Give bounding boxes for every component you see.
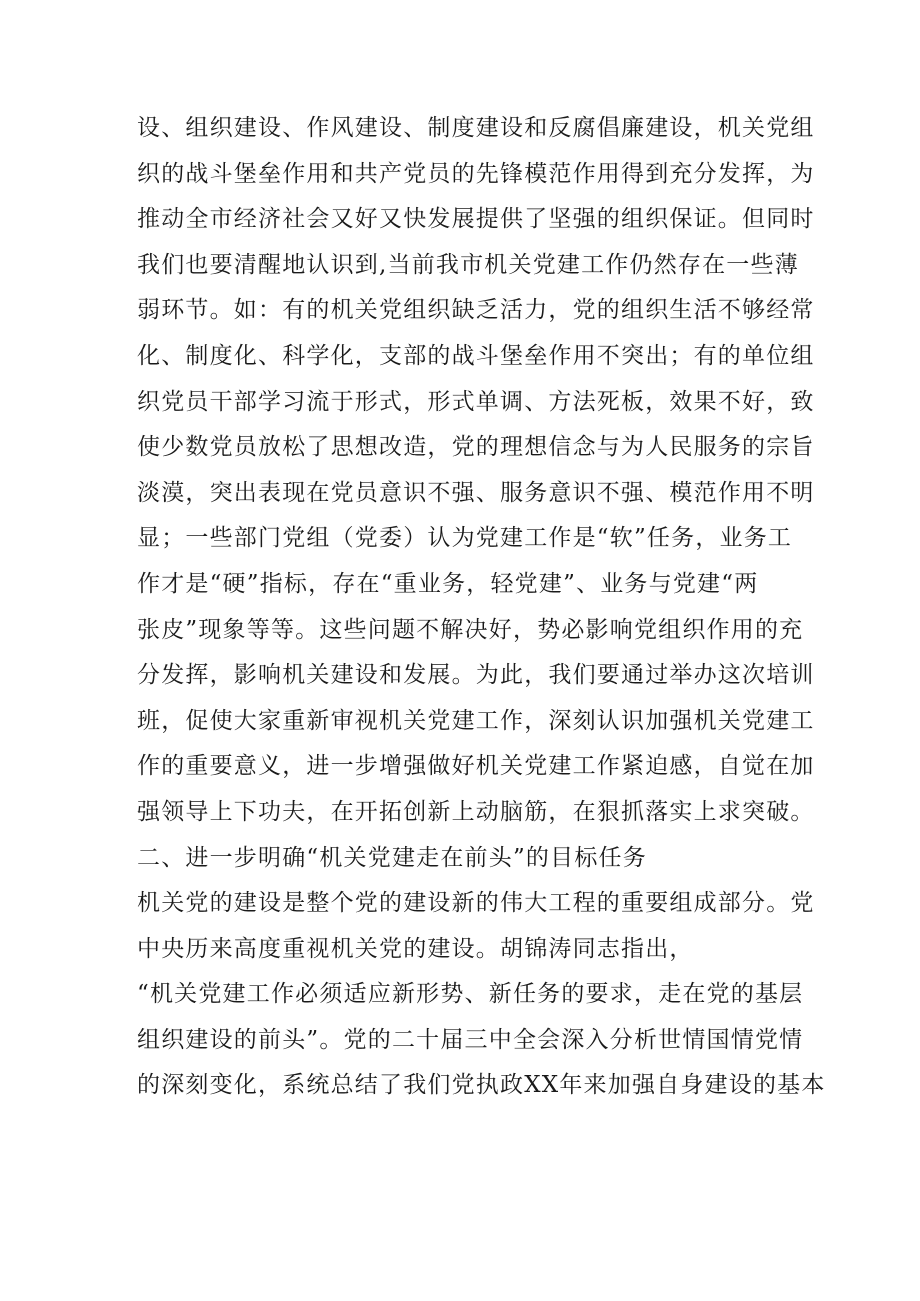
text-line: 的深刻变化，系统总结了我们党执政XX年来加强自身建设的基本 xyxy=(137,1072,826,1099)
section-heading: 二、进一步明确“机关党建走在前头”的目标任务 xyxy=(137,844,647,871)
text-line: 我们也要清醒地认识到,当前我市机关党建工作仍然存在一些薄 xyxy=(137,251,799,278)
text-line: 淡漠，突出表现在党员意识不强、服务意识不强、模范作用不明 xyxy=(137,479,815,506)
text-line: 弱环节。如：有的机关党组织缺乏活力，党的组织生活不够经常 xyxy=(137,297,815,324)
text-line: 机关党的建设是整个党的建设新的伟大工程的重要组成部分。党 xyxy=(137,890,815,917)
text-line: 中央历来高度重视机关党的建设。胡锦涛同志指出， xyxy=(137,935,694,962)
text-line: 推动全市经济社会又好又快发展提供了坚强的组织保证。但同时 xyxy=(137,206,815,233)
text-line: 分发挥，影响机关建设和发展。为此，我们要通过举办这次培训 xyxy=(137,662,815,689)
text-line: 织党员干部学习流于形式，形式单调、方法死板，效果不好，致 xyxy=(137,388,815,415)
text-line: 强领导上下功夫，在开拓创新上动脑筋，在狠抓落实上求突破。 xyxy=(137,798,815,825)
text-line: 使少数党员放松了思想改造，党的理想信念与为人民服务的宗旨 xyxy=(137,434,815,461)
text-line: 组织建设的前头”。党的二十届三中全会深入分析世情国情党情 xyxy=(137,1026,804,1053)
body-text xyxy=(137,106,826,1109)
text-line: 班，促使大家重新审视机关党建工作，深刻认识加强机关党建工 xyxy=(137,707,815,734)
text-line: 作才是“硬”指标，存在“重业务，轻党建”、业务与党建“两 xyxy=(137,570,759,597)
text-line: 织的战斗堡垒作用和共产党员的先锋模范作用得到充分发挥，为 xyxy=(137,160,815,187)
text-line: 设、组织建设、作风建设、制度建设和反腐倡廉建设，机关党组 xyxy=(137,115,815,141)
text-line: 显；一些部门党组（党委）认为党建工作是“软”任务，业务工 xyxy=(137,525,793,552)
text-line: “机关党建工作必须适应新形势、新任务的要求，走在党的基层 xyxy=(137,981,804,1008)
text-line: 作的重要意义，进一步增强做好机关党建工作紧迫感，自觉在加 xyxy=(137,753,815,780)
text-line: 张皮”现象等等。这些问题不解决好，势必影响党组织作用的充 xyxy=(137,616,804,643)
text-line: 化、制度化、科学化，支部的战斗堡垒作用不突出；有的单位组 xyxy=(137,342,815,369)
